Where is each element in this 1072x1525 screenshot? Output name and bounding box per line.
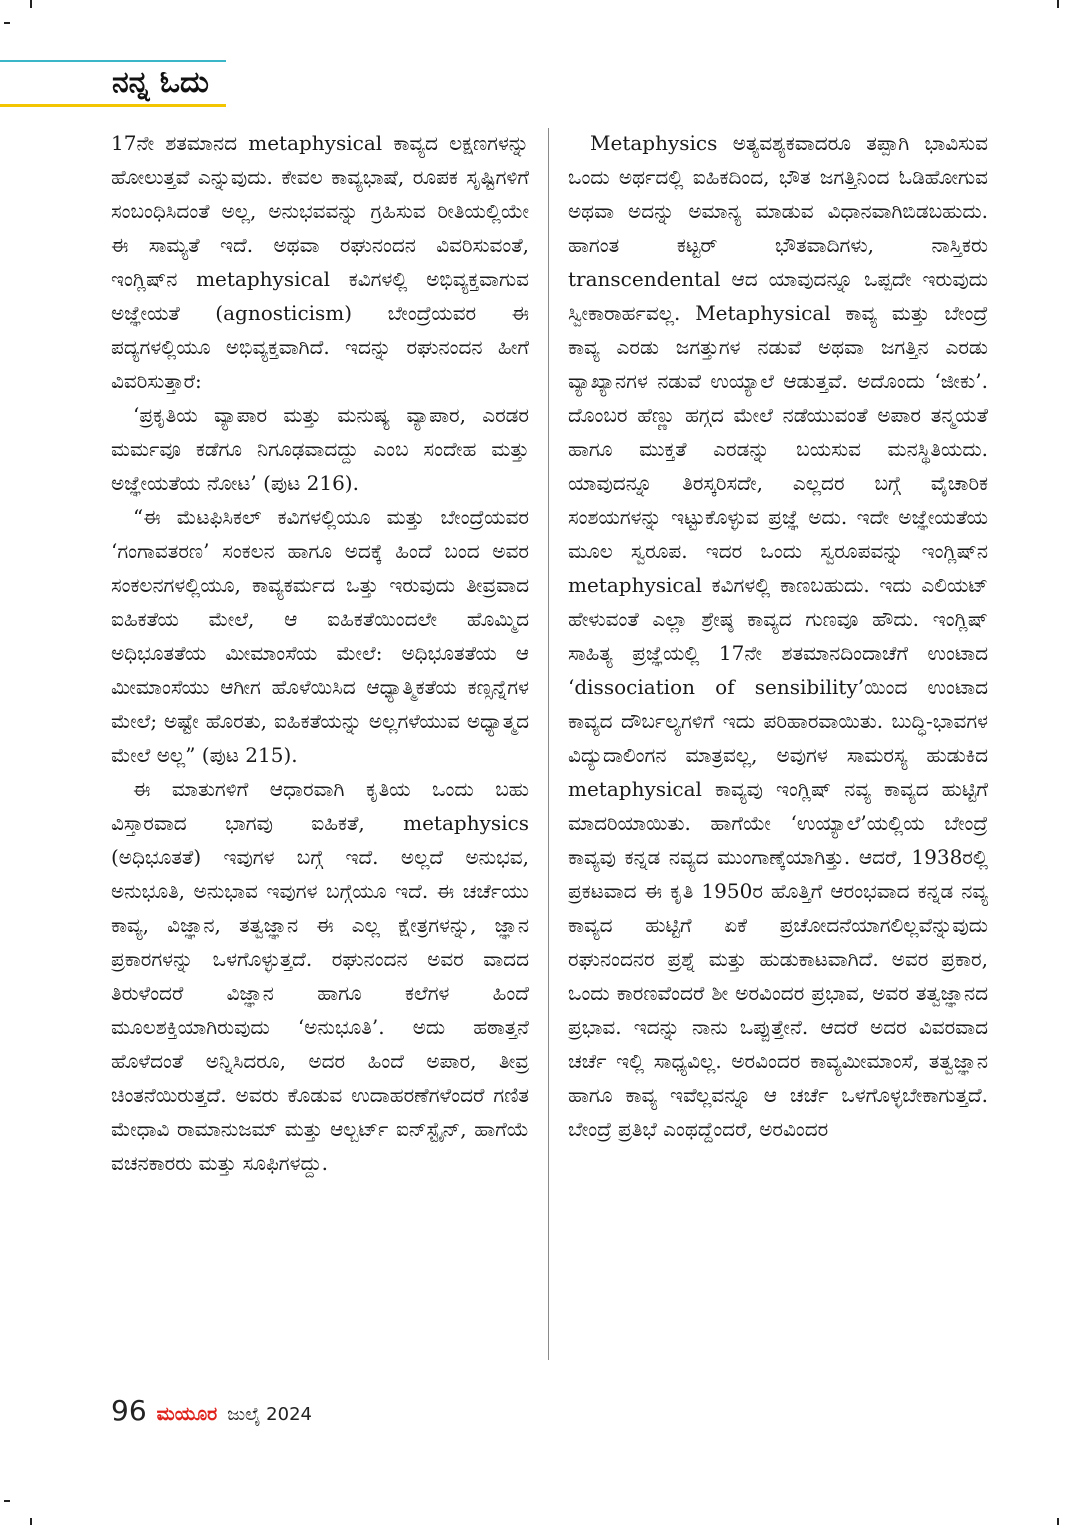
crop-mark [1057, 0, 1059, 8]
page-footer [111, 1394, 312, 1430]
paragraph: ಈ ಮಾತುಗಳಿಗೆ ಆಧಾರವಾಗಿ ಕೃತಿಯ ಒಂದು ಬಹು ವಿಸ್ತಾರವಾದ ಭಾಗವು ಐಹಿಕತೆ, metaphysics (ಅಧಿಭೂತತೆ) ಇವುಗಳ ಬಗ್ಗೆ ಇದೆ. ಅಲ್ಲದೆ ಅನುಭವ, ಅನುಭೂತಿ, ಅನುಭಾವ ಇವುಗಳ ಬಗ್ಗೆಯೂ ಇದೆ. ಈ ಚರ್ಚೆಯು ಕಾವ್ಯ, ವಿಜ್ಞಾನ, ತತ್ವಜ್ಞಾನ ಈ ಎಲ್ಲ ಕ್ಷೇತ್ರಗಳನ್ನು, ಜ್ಞಾನ ಪ್ರಕಾರಗಳನ್ನು ಒಳಗೊಳ್ಳುತ್ತದೆ. ರಘುನಂದನ ಅವರ ವಾದದ ತಿರುಳೆಂದರೆ ವಿಜ್ಞಾನ ಹಾಗೂ ಕಲೆಗಳ ಹಿಂದೆ ಮೂಲಶಕ್ತಿಯಾಗಿರುವುದು ‘ಅನುಭೂತಿ’. ಅದು ಹಠಾತ್ತನೆ ಹೊಳೆದಂತೆ ಅನ್ನಿಸಿದರೂ, ಅದರ ಹಿಂದೆ ಅಪಾರ, ತೀವ್ರ ಚಿಂತನೆಯಿರುತ್ತದೆ. ಅವರು ಕೊಡುವ ಉದಾಹರಣೆಗಳೆಂದರೆ ಗಣಿತ ಮೇಧಾವಿ ರಾಮಾನುಜಮ್ ಮತ್ತು ಆಲ್ಬರ್ಟ್ ಐನ್‌ಸ್ಟೈನ್, ಹಾಗೆಯೆ ವಚನಕಾರರು ಮತ್ತು ಸೂಫಿಗಳದ್ದು. [111, 777, 529, 1175]
crop-mark [30, 0, 32, 8]
right-column [568, 126, 988, 1146]
paragraph: 17ನೇ ಶತಮಾನದ metaphysical ಕಾವ್ಯದ ಲಕ್ಷಣಗಳನ್ನು ಹೋಲುತ್ತವೆ ಎನ್ನುವುದು. ಕೇವಲ ಕಾವ್ಯಭಾಷೆ, ರೂಪಕ ಸೃಷ್ಟಿಗಳಿಗೆ ಸಂಬಂಧಿಸಿದಂತೆ ಅಲ್ಲ, ಅನುಭವವನ್ನು ಗ್ರಹಿಸುವ ರೀತಿಯಲ್ಲಿಯೇ ಈ ಸಾಮ್ಯತೆ ಇದೆ. ಅಥವಾ ರಘುನಂದನ ವಿವರಿಸುವಂತೆ, ಇಂಗ್ಲಿಷ್‌ನ metaphysical ಕವಿಗಳಲ್ಲಿ ಅಭಿವ್ಯಕ್ತವಾಗುವ ಅಜ್ಞೇಯತೆ (agnosticism) ಬೇಂದ್ರೆಯವರ ಈ ಪದ್ಯಗಳಲ್ಲಿಯೂ ಅಭಿವ್ಯಕ್ತವಾಗಿದೆ. ಇದನ್ನು ರಘುನಂದನ ಹೀಗೆ ವಿವರಿಸುತ್ತಾರೆ: [111, 131, 529, 393]
title-rule-bottom [0, 104, 226, 107]
crop-mark [30, 1518, 32, 1525]
title-rule-top [0, 60, 226, 62]
crop-mark [4, 1500, 10, 1502]
quote-paragraph: ‘ಪ್ರಕೃತಿಯ ವ್ಯಾಪಾರ ಮತ್ತು ಮನುಷ್ಯ ವ್ಯಾಪಾರ, ಎರಡರ ಮರ್ಮವೂ ಕಡೆಗೂ ನಿಗೂಢವಾದದ್ದು ಎಂಬ ಸಂದೇಹ ಮತ್ತು ಅಜ್ಞೇಯತೆಯ ನೋಟ’ (ಪುಟ 216). [111, 403, 529, 495]
crop-mark [1057, 1518, 1059, 1525]
quote-paragraph: “ಈ ಮೆಟಫಿಸಿಕಲ್ ಕವಿಗಳಲ್ಲಿಯೂ ಮತ್ತು ಬೇಂದ್ರೆಯವರ ‘ಗಂಗಾವತರಣ’ ಸಂಕಲನ ಹಾಗೂ ಅದಕ್ಕೆ ಹಿಂದೆ ಬಂದ ಅವರ ಸಂಕಲನಗಳಲ್ಲಿಯೂ, ಕಾವ್ಯಕರ್ಮದ ಒತ್ತು ಇರುವುದು ತೀವ್ರವಾದ ಐಹಿಕತೆಯ ಮೇಲೆ, ಆ ಐಹಿಕತೆಯಿಂದಲೇ ಹೊಮ್ಮಿದ ಅಧಿಭೂತತೆಯ ಮೀಮಾಂಸೆಯ ಮೇಲೆ: ಅಧಿಭೂತತೆಯ ಆ ಮೀಮಾಂಸೆಯು ಆಗೀಗ ಹೊಳೆಯಿಸಿದ ಆಧ್ಯಾತ್ಮಿಕತೆಯ ಕಣ್ಸನ್ನೆಗಳ ಮೇಲೆ; ಅಷ್ಟೇ ಹೊರತು, ಐಹಿಕತೆಯನ್ನು ಅಲ್ಲಗಳೆಯುವ ಅಧ್ಯಾತ್ಮದ ಮೇಲೆ ಅಲ್ಲ” (ಪುಟ 215). [111, 505, 529, 767]
column-divider [548, 128, 549, 1360]
crop-mark [4, 22, 10, 24]
magazine-name: ಮಯೂರ [156, 1403, 218, 1425]
page-number: 96 [111, 1394, 147, 1427]
paragraph: Metaphysics ಅತ್ಯವಶ್ಯಕವಾದರೂ ತಪ್ಪಾಗಿ ಭಾವಿಸುವ ಒಂದು ಅರ್ಥದಲ್ಲಿ ಐಹಿಕದಿಂದ, ಭೌತ ಜಗತ್ತಿನಿಂದ ಓಡಿಹೋಗುವ ಅಥವಾ ಅದನ್ನು ಅಮಾನ್ಯ ಮಾಡುವ ವಿಧಾನವಾಗಿಬಿಡಬಹುದು. ಹಾಗಂತ ಕಟ್ಟರ್ ಭೌತವಾದಿಗಳು, ನಾಸ್ತಿಕರು transcendental ಆದ ಯಾವುದನ್ನೂ ಒಪ್ಪದೇ ಇರುವುದು ಸ್ವೀಕಾರಾರ್ಹವಲ್ಲ. Metaphysical ಕಾವ್ಯ ಮತ್ತು ಬೇಂದ್ರೆ ಕಾವ್ಯ ಎರಡು ಜಗತ್ತುಗಳ ನಡುವೆ ಅಥವಾ ಜಗತ್ತಿನ ಎರಡು ವ್ಯಾಖ್ಯಾನಗಳ ನಡುವೆ ಉಯ್ಯಾಲೆ ಆಡುತ್ತವೆ. ಅದೊಂದು ‘ಜೀಕು’. ದೊಂಬರ ಹೆಣ್ಣು ಹಗ್ಗದ ಮೇಲೆ ನಡೆಯುವಂತೆ ಅಪಾರ ತನ್ಮಯತೆ ಹಾಗೂ ಮುಕ್ತತೆ ಎರಡನ್ನು ಬಯಸುವ ಮನಸ್ಥಿತಿಯದು. ಯಾವುದನ್ನೂ ತಿರಸ್ಕರಿಸದೇ, ಎಲ್ಲದರ ಬಗ್ಗೆ ವೈಚಾರಿಕ ಸಂಶಯಗಳನ್ನು ಇಟ್ಟುಕೊಳ್ಳುವ ಪ್ರಜ್ಞೆ ಅದು. ಇದೇ ಅಜ್ಞೇಯತೆಯ ಮೂಲ ಸ್ವರೂಪ. ಇದರ ಒಂದು ಸ್ವರೂಪವನ್ನು ಇಂಗ್ಲಿಷ್‌ನ metaphysical ಕವಿಗಳಲ್ಲಿ ಕಾಣಬಹುದು. ಇದು ಎಲಿಯಟ್ ಹೇಳುವಂತೆ ಎಲ್ಲಾ ಶ್ರೇಷ್ಠ ಕಾವ್ಯದ ಗುಣವೂ ಹೌದು. ಇಂಗ್ಲಿಷ್ ಸಾಹಿತ್ಯ ಪ್ರಜ್ಞೆಯಲ್ಲಿ 17ನೇ ಶತಮಾನದಿಂದಾಚೆಗೆ ಉಂಟಾದ ‘dissociation of sensibility’ಯಿಂದ ಉಂಟಾದ ಕಾವ್ಯದ ದೌರ್ಬಲ್ಯಗಳಿಗೆ ಇದು ಪರಿಹಾರವಾಯಿತು. ಬುದ್ಧಿ-ಭಾವಗಳ ವಿದ್ಯುದಾಲಿಂಗನ ಮಾತ್ರವಲ್ಲ, ಅವುಗಳ ಸಾಮರಸ್ಯ ಹುಡುಕಿದ metaphysical ಕಾವ್ಯವು ಇಂಗ್ಲಿಷ್ ನವ್ಯ ಕಾವ್ಯದ ಹುಟ್ಟಿಗೆ ಮಾದರಿಯಾಯಿತು. ಹಾಗೆಯೇ ‘ಉಯ್ಯಾಲೆ’ಯಲ್ಲಿಯ ಬೇಂದ್ರೆ ಕಾವ್ಯವು ಕನ್ನಡ ನವ್ಯದ ಮುಂಗಾಣ್ಕೆಯಾಗಿತ್ತು. ಆದರೆ, 1938ರಲ್ಲಿ ಪ್ರಕಟವಾದ ಈ ಕೃತಿ 1950ರ ಹೊತ್ತಿಗೆ ಆರಂಭವಾದ ಕನ್ನಡ ನವ್ಯ ಕಾವ್ಯದ ಹುಟ್ಟಿಗೆ ಏಕೆ ಪ್ರಚೋದನೆಯಾಗಲಿಲ್ಲವೆನ್ನುವುದು ರಘುನಂದನರ ಪ್ರಶ್ನೆ ಮತ್ತು ಹುಡುಕಾಟವಾಗಿದೆ. ಅವರ ಪ್ರಕಾರ, ಒಂದು ಕಾರಣವೆಂದರೆ ಶೀ ಅರವಿಂದರ ಪ್ರಭಾವ, ಅವರ ತತ್ವಜ್ಞಾನದ ಪ್ರಭಾವ. ಇದನ್ನು ನಾನು ಒಪ್ಪುತ್ತೇನೆ. ಆದರೆ ಅದರ ವಿವರವಾದ ಚರ್ಚೆ ಇಲ್ಲಿ ಸಾಧ್ಯವಿಲ್ಲ. ಅರವಿಂದರ ಕಾವ್ಯಮೀಮಾಂಸೆ, ತತ್ವಜ್ಞಾನ ಹಾಗೂ ಕಾವ್ಯ ಇವೆಲ್ಲವನ್ನೂ ಆ ಚರ್ಚೆ ಒಳಗೊಳ್ಳಬೇಕಾಗುತ್ತದೆ. ಬೇಂದ್ರೆ ಪ್ರತಿಭೆ ಎಂಥದ್ದೆಂದರೆ, ಅರವಿಂದರ [568, 131, 988, 1141]
issue-date: ಜುಲೈ 2024 [227, 1404, 312, 1425]
section-title: ನನ್ನ ಓದು [112, 65, 209, 100]
left-column [111, 126, 529, 1180]
